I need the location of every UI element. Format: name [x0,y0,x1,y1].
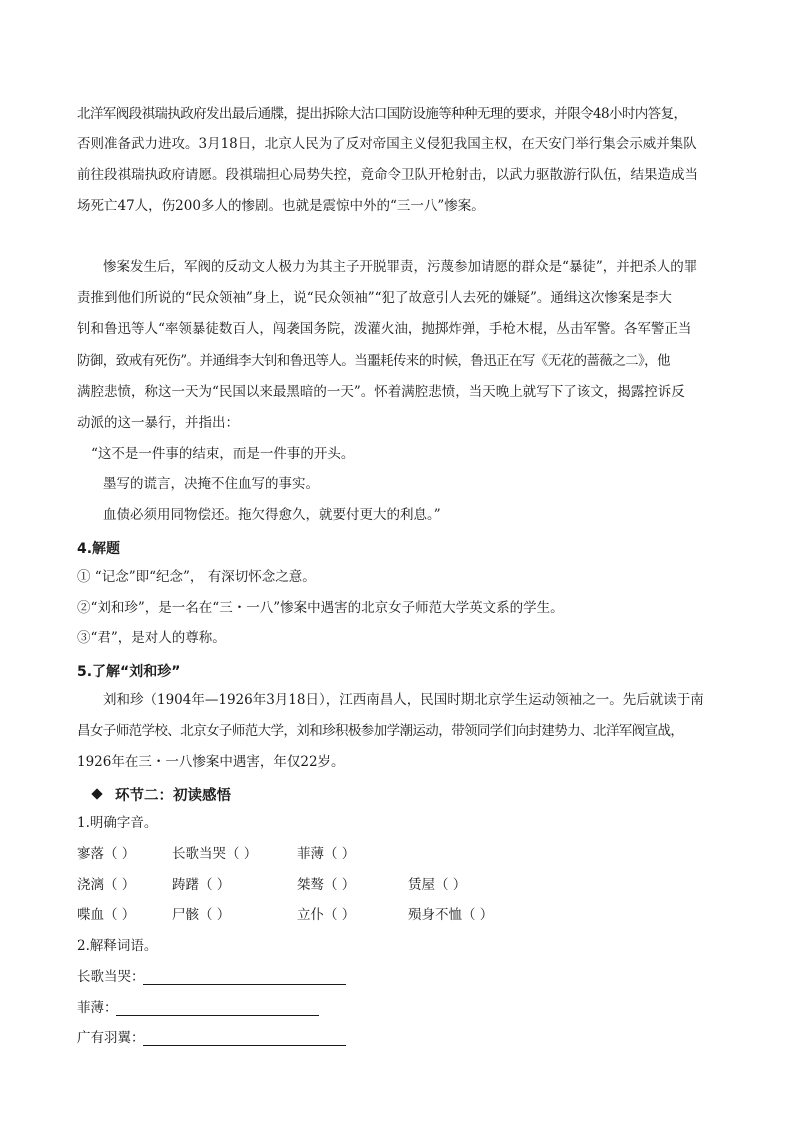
aftermath-line-5: 满腔悲愤，称这一天为“民国以来最黑暗的一天”。怀着满腔悲愤，当天晚上就写下了该文，揭露控诉反 [77,384,685,400]
pinyin-item[interactable]: 尸骸（ ） [172,907,231,923]
question-2-label: 2.解释词语。 [77,938,158,954]
define-label: 长歌当哭： [77,969,145,985]
pinyin-item[interactable]: 长歌当哭（ ） [172,846,258,862]
stage-2-title-text: 环节二：初读感悟 [115,788,231,804]
pinyin-item[interactable]: 喋血（ ） [77,907,136,923]
section-5-line-2: 昌女子师范学校、北京女子师范大学，刘和珍积极参加学潮运动，带领同学们向封建势力、北洋军阀宣战， [77,723,684,739]
section-4-item-1: ① “记念”即“纪念”， 有深切怀念之意。 [77,569,316,585]
define-label: 广有羽翼： [77,1030,145,1046]
stage-2-title [93,784,231,805]
define-label: 菲薄： [77,1000,118,1016]
pinyin-item[interactable]: 桀骜（ ） [297,877,356,893]
answer-blank[interactable] [116,1015,319,1016]
pinyin-item[interactable]: 浇漓（ ） [77,877,136,893]
background-line-1: 北洋军阀段祺瑞执政府发出最后通牒，提出拆除大沽口国防设施等种种无理的要求，并限令48小时内答复， [77,106,687,122]
section-4-item-3: ③“君”，是对人的尊称。 [77,630,226,646]
quote-line-3: 血债必须用同物偿还。拖欠得愈久，就要付更大的利息。” [103,507,441,523]
aftermath-line-6: 动派的这一暴行，并指出： [77,415,239,431]
pinyin-item[interactable]: 殒身不恤（ ） [408,907,494,923]
pinyin-item[interactable]: 赁屋（ ） [408,877,467,893]
pinyin-item[interactable]: 立仆（ ） [297,907,356,923]
aftermath-line-2: 责推到他们所说的“民众领袖”身上，说“民众领袖”“犯了故意引人去死的嫌疑”。通缉这次惨案是李大 [77,290,672,306]
diamond-bullet-icon [91,788,102,799]
pinyin-item[interactable]: 寥落（ ） [77,846,136,862]
section-5-line-1: 刘和珍（1904年—1926年3月18日），江西南昌人，民国时期北京学生运动领袖之一。先后就读于南 [103,692,704,708]
quote-line-2: 墨写的谎言，决掩不住血写的事实。 [103,476,319,492]
question-1-label: 1.明确字音。 [77,815,158,831]
pinyin-item[interactable]: 菲薄（ ） [297,846,356,862]
quote-line-1: “这不是一件事的结束，而是一件事的开头。 [91,446,355,462]
background-line-3: 前往段祺瑞执政府请愿。段祺瑞担心局势失控，竟命令卫队开枪射击，以武力驱散游行队伍，结果造成当 [77,167,698,183]
section-4-item-2: ②“刘和珍”，是一名在“三・一八”惨案中遇害的北京女子师范大学英文系的学生。 [77,600,564,616]
aftermath-line-1: 惨案发生后，军阀的反动文人极力为其主子开脱罪责，污蔑参加请愿的群众是“暴徒”，并把杀人的罪 [103,259,698,275]
pinyin-item[interactable]: 踌躇（ ） [172,877,231,893]
section-4-heading: 4.解题 [77,541,121,557]
aftermath-line-4: 防御，致戒有死伤”。并通缉李大钊和鲁迅等人。当噩耗传来的时候，鲁迅正在写《无花的蔷薇之二》，他 [77,353,670,369]
background-line-2: 否则准备武力进攻。3月18日，北京人民为了反对帝国主义侵犯我国主权，在天安门举行集会示威并集队 [77,136,697,152]
answer-blank[interactable] [143,1045,346,1046]
section-5-line-3: 1926年在三・一八惨案中遇害，年仅22岁。 [77,754,345,770]
answer-blank[interactable] [143,984,346,985]
section-5-heading: 5.了解“刘和珍” [77,664,181,680]
aftermath-line-3: 钊和鲁迅等人“率领暴徒数百人，闯袭国务院，泼灌火油，抛掷炸弹，手枪木棍，丛击军警。各军警正当 [77,321,692,337]
background-line-4: 场死亡47人，伤200多人的惨剧。也就是震惊中外的“三一八”惨案。 [77,198,485,214]
